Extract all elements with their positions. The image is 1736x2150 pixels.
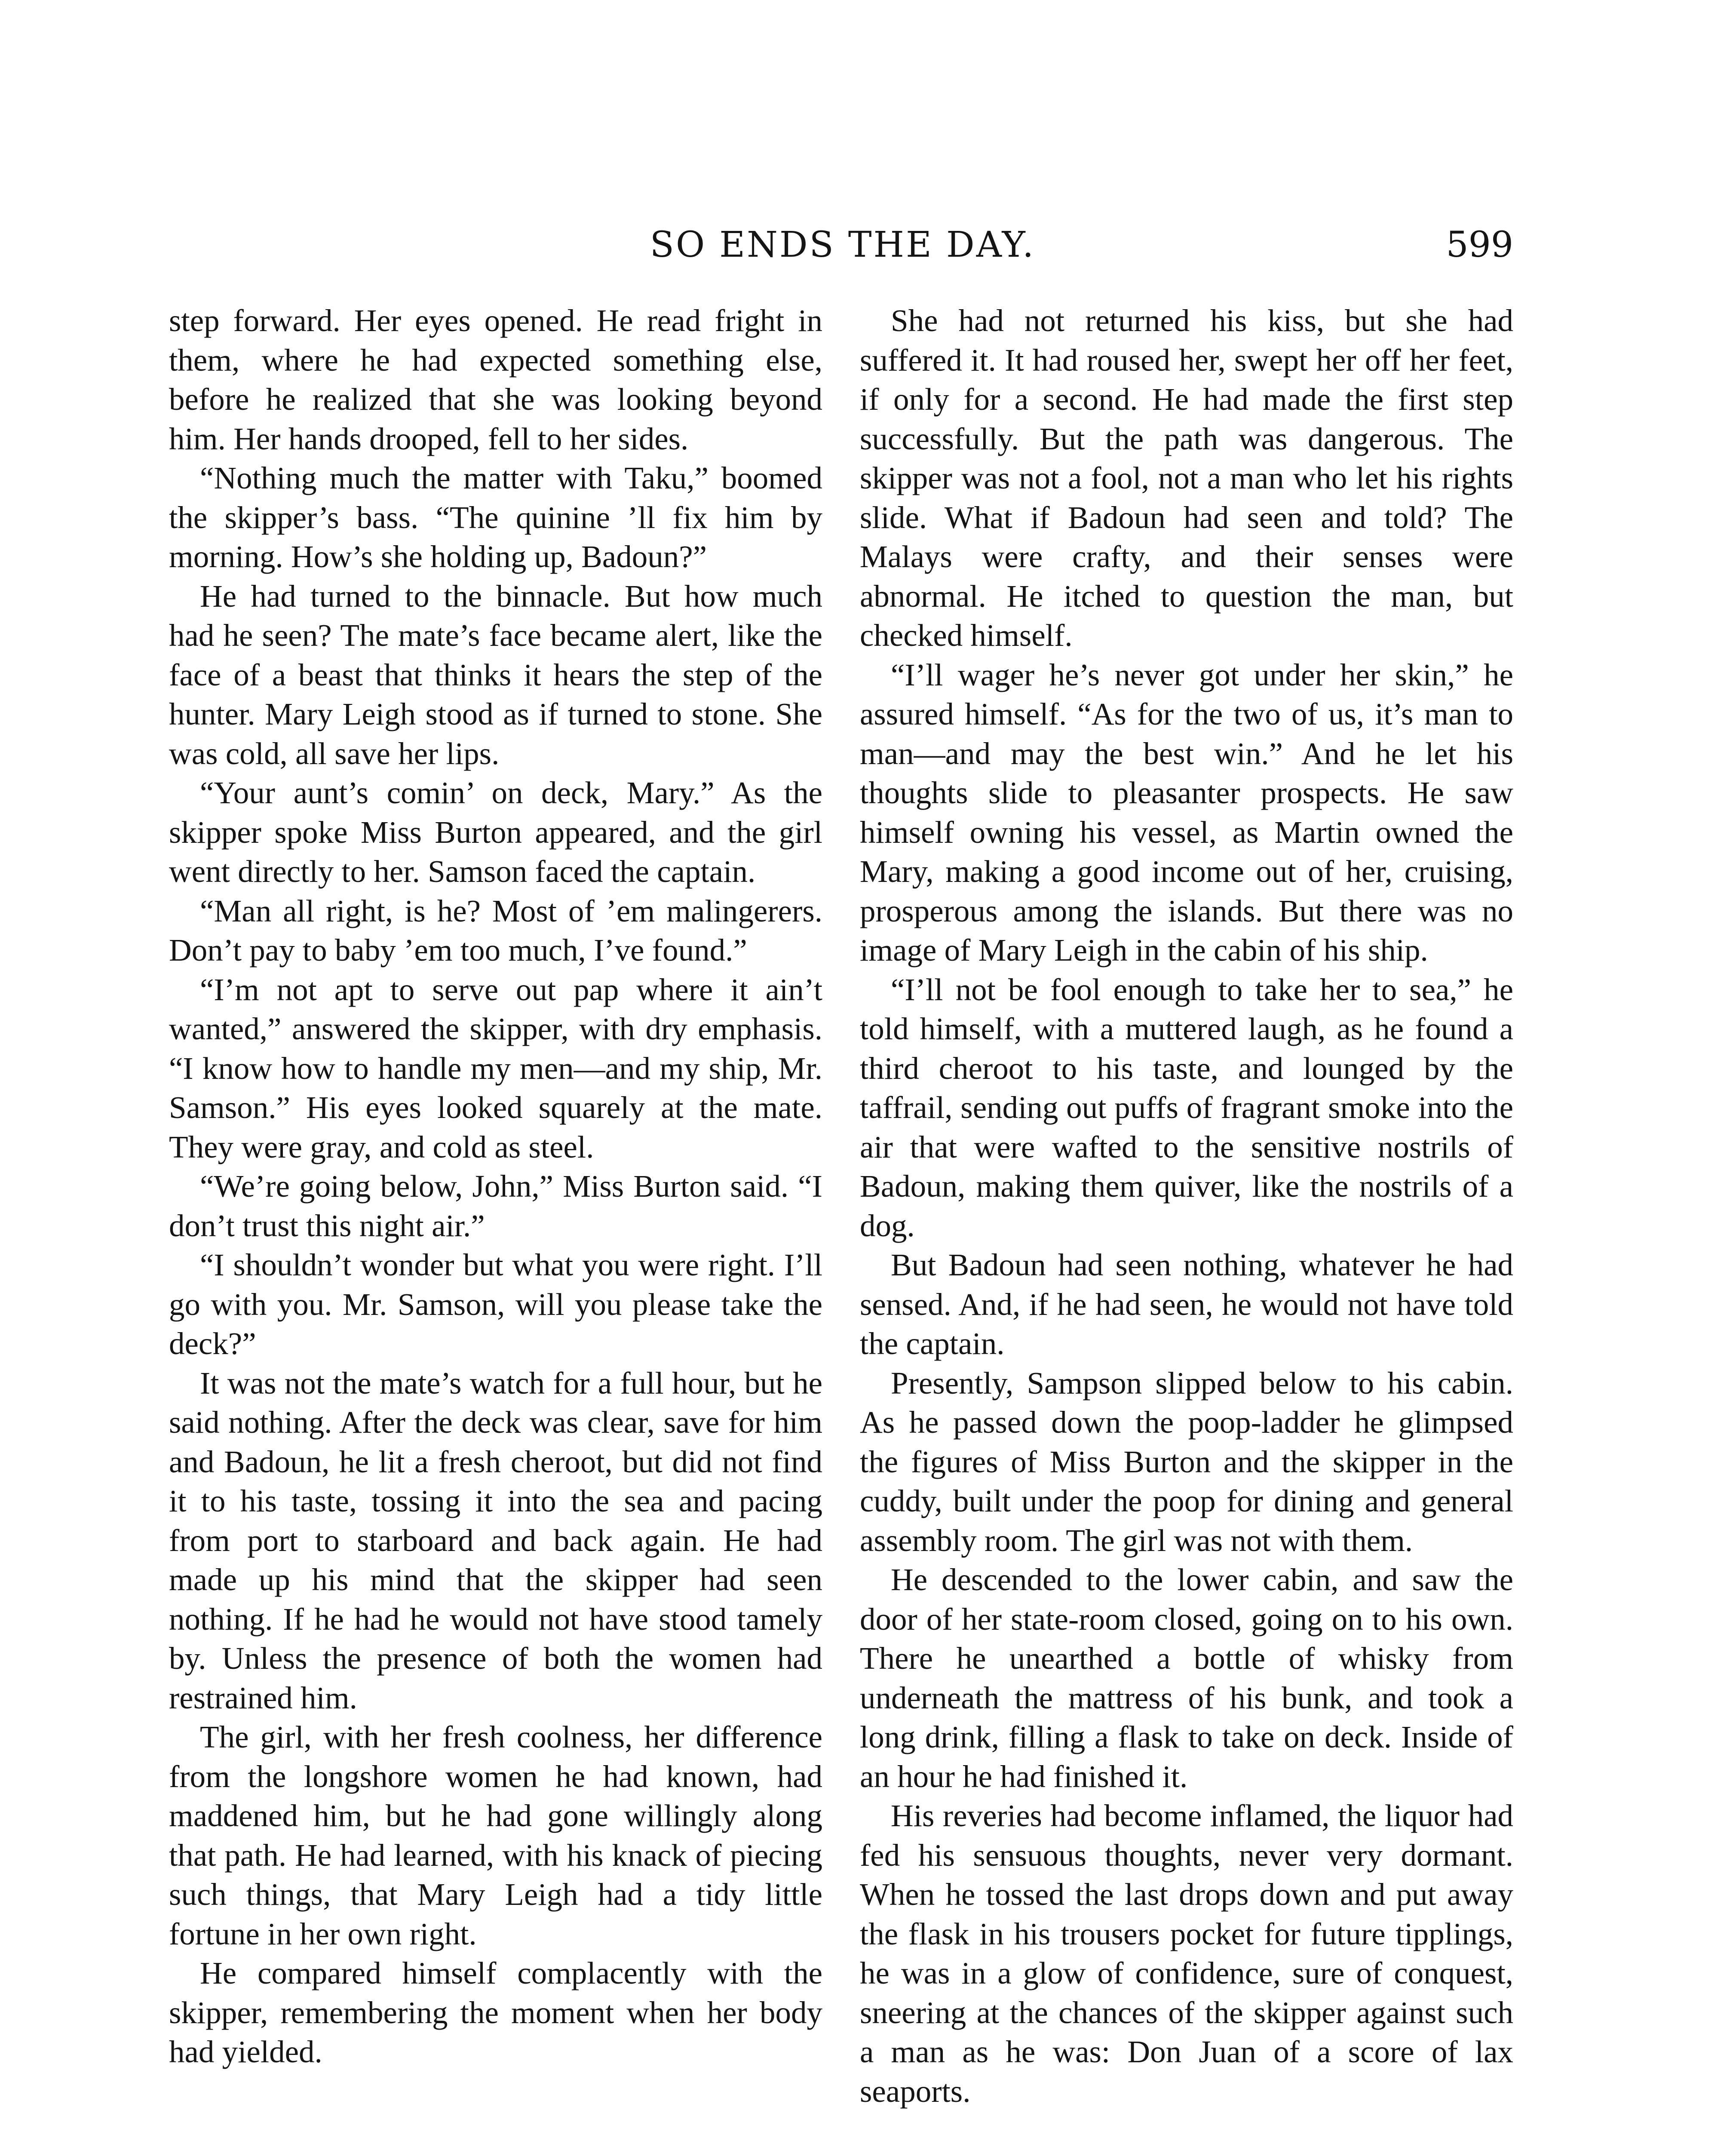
paragraph: “Man all right, is he? Most of ’em malingerers. Don’t pay to baby ’em too much, I’ve found.” — [169, 893, 822, 968]
paragraph: step forward. Her eyes opened. He read fright in them, where he had expected something else, before he realized that she was looking beyond him. Her hands drooped, fell to her sides. — [169, 303, 822, 456]
paragraph: “I’ll not be fool enough to take her to sea,” he told himself, with a muttered laugh, as he found a third cheroot to his taste, and lounged by the taffrail, sending out puffs of fragrant smoke into the air that were wafted to the sensitive nostrils of Badoun, making them quiver, like the nostrils of a dog. — [860, 972, 1513, 1243]
page-header — [172, 221, 1513, 269]
paragraph: “Your aunt’s comin’ on deck, Mary.” As the skipper spoke Miss Burton appeared, and the girl went directly to her. Samson faced the captain. — [169, 775, 822, 889]
paragraph: Presently, Sampson slipped below to his cabin. As he passed down the poop-ladder he glimpsed the figures of Miss Burton and the skipper in the cuddy, built under the poop for dining and general assembly room. The girl was not with them. — [860, 1365, 1513, 1558]
paragraph: His reveries had become inflamed, the liquor had fed his sensuous thoughts, never very dormant. When he tossed the last drops down and put away the flask in his trousers pocket for future tipplings, he was in a glow of confidence, sure of conquest, sneering at the chances of the skipper against such a man as he was: Don Juan of a score of lax seaports. — [860, 1798, 1513, 2109]
paragraph: The girl, with her fresh coolness, her difference from the longshore women he had known, had maddened him, but he had gone willingly along that path. He had learned, with his knack of piecing such things, that Mary Leigh had a tidy little fortune in her own right. — [169, 1720, 822, 1951]
left-column — [169, 301, 822, 2141]
paragraph: “Nothing much the matter with Taku,” boomed the skipper’s bass. “The quinine ’ll fix him by morning. How’s she holding up, Badoun?” — [169, 461, 822, 574]
paragraph: He descended to the lower cabin, and saw the door of her state-room closed, going on to his own. There he unearthed a bottle of whisky from underneath the mattress of his bunk, and took a long drink, filling a flask to take on deck. Inside of an hour he had finished it. — [860, 1562, 1513, 1794]
paragraph: He had turned to the binnacle. But how much had he seen? The mate’s face became alert, like the face of a beast that thinks it hears the step of the hunter. Mary Leigh stood as if turned to stone. She was cold, all save her lips. — [169, 578, 822, 771]
paragraph: “I shouldn’t wonder but what you were right. I’ll go with you. Mr. Samson, will you please take the deck?” — [169, 1247, 822, 1361]
right-column — [860, 301, 1513, 2141]
paragraph: “We’re going below, John,” Miss Burton said. “I don’t trust this night air.” — [169, 1169, 822, 1243]
paragraph: It was not the mate’s watch for a full hour, but he said nothing. After the deck was clear, save for him and Badoun, he lit a fresh cheroot, but did not find it to his taste, tossing it into the sea and pacing from port to starboard and back again. He had made up his mind that the skipper had seen nothing. If he had he would not have stood tamely by. Unless the presence of both the women had restrained him. — [169, 1365, 822, 1715]
paragraph: But Badoun had seen nothing, whatever he had sensed. And, if he had seen, he would not have told the captain. — [860, 1247, 1513, 1361]
running-head: SO ENDS THE DAY. — [650, 224, 1036, 265]
paragraph: “I’m not apt to serve out pap where it ain’t wanted,” answered the skipper, with dry emphasis. “I know how to handle my men—and my ship, Mr. Samson.” His eyes looked squarely at the mate. They were gray, and cold as steel. — [169, 972, 822, 1164]
paragraph: She had not returned his kiss, but she had suffered it. It had roused her, swept her off her feet, if only for a second. He had made the first step successfully. But the path was dangerous. The skipper was not a fool, not a man who let his rights slide. What if Badoun had seen and told? The Malays were crafty, and their senses were abnormal. He itched to question the man, but checked himself. — [860, 303, 1513, 653]
page-number: 599 — [1446, 224, 1513, 265]
paragraph: He compared himself complacently with the skipper, remembering the moment when her body had yielded. — [169, 1956, 822, 2069]
paragraph: “I’ll wager he’s never got under her skin,” he assured himself. “As for the two of us, it’s man to man—and may the best win.” And he let his thoughts slide to pleasanter prospects. He saw himself owning his vessel, as Martin owned the Mary, making a good income out of her, cruising, prosperous among the islands. But there was no image of Mary Leigh in the cabin of his ship. — [860, 657, 1513, 968]
